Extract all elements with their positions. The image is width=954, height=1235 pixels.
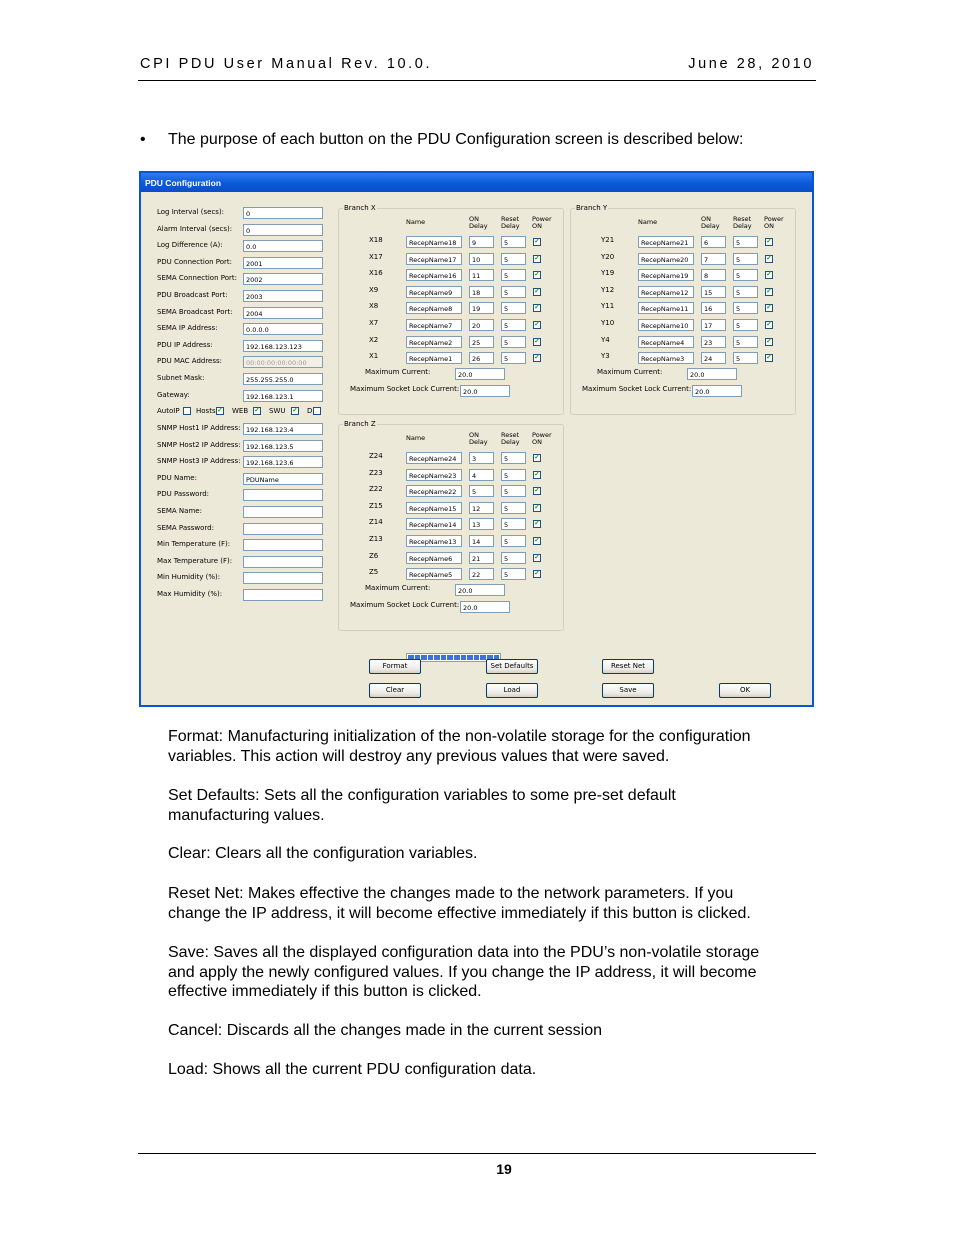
field-label: SEMA Password: xyxy=(157,523,214,532)
branch-group-y xyxy=(570,204,796,415)
field-label: SEMA Name: xyxy=(157,507,202,515)
bullet-icon: • xyxy=(140,131,146,148)
power-on-checkbox[interactable]: ✓ xyxy=(534,337,540,345)
save-button[interactable]: Save xyxy=(602,683,654,698)
on-delay-field[interactable]: 12 xyxy=(469,502,494,514)
on-delay-field[interactable]: 22 xyxy=(469,568,494,580)
on-delay-field[interactable]: 15 xyxy=(701,286,726,298)
header-rule xyxy=(138,80,816,81)
power-on-checkbox[interactable]: ✓ xyxy=(534,238,540,245)
max-lock-field[interactable]: 20.0 xyxy=(460,385,510,397)
column-header: Delay xyxy=(733,222,752,230)
reset-delay-field[interactable]: 5 xyxy=(501,302,526,314)
progress-segment xyxy=(434,655,440,660)
power-on-checkbox[interactable]: ✓ xyxy=(534,487,540,495)
set-defaults-button[interactable]: Set Defaults xyxy=(486,659,538,674)
text-field[interactable] xyxy=(243,556,323,568)
on-delay-field[interactable]: 9 xyxy=(469,236,494,248)
power-on-checkbox[interactable]: ✓ xyxy=(534,354,540,362)
reset-delay-field[interactable]: 5 xyxy=(733,269,758,281)
receptacle-id: Y11 xyxy=(601,302,615,311)
receptacle-name-field[interactable]: RecepName12 xyxy=(638,286,694,298)
receptacle-id: X17 xyxy=(369,252,383,261)
receptacle-name-field[interactable]: RecepName5 xyxy=(406,568,462,580)
field-label: Subnet Mask: xyxy=(157,374,205,382)
receptacle-id: Z14 xyxy=(369,518,383,527)
progress-segment xyxy=(467,655,473,660)
receptacle-id: Y20 xyxy=(601,252,615,261)
power-on-checkbox[interactable]: ✓ xyxy=(766,321,772,328)
reset-delay-field[interactable]: 5 xyxy=(501,352,526,364)
field-label: Min Humidity (%): xyxy=(157,573,221,582)
power-on-checkbox[interactable]: ✓ xyxy=(766,304,772,312)
bullet-text: The purpose of each button on the PDU Configuration screen is described below: xyxy=(168,131,744,148)
paragraph-reset-net xyxy=(168,884,818,923)
field-label: SEMA IP Address: xyxy=(157,324,218,333)
column-header: ON xyxy=(532,438,542,446)
reset-delay-field[interactable]: 5 xyxy=(733,319,758,331)
paragraph-line: and apply the newly configured values. If you change the IP address, it will become xyxy=(168,963,757,981)
column-header: Name xyxy=(638,218,658,226)
receptacle-id: X16 xyxy=(369,269,383,278)
receptacle-id: X8 xyxy=(369,302,379,311)
max-lock-field[interactable]: 20.0 xyxy=(460,601,510,613)
paragraph-line: effective immediately if this button is clicked. xyxy=(168,983,482,1001)
receptacle-name-field[interactable]: RecepName18 xyxy=(406,236,462,248)
field-label: SEMA Broadcast Port: xyxy=(157,307,233,316)
text-field[interactable]: 2002 xyxy=(243,273,323,285)
field-label: SNMP Host1 IP Address: xyxy=(157,424,241,432)
receptacle-name-field[interactable]: RecepName1 xyxy=(406,352,462,364)
paragraph-line: Clear: Clears all the configuration variables. xyxy=(168,845,478,862)
reset-delay-field[interactable]: 5 xyxy=(733,336,758,348)
text-field[interactable] xyxy=(243,489,323,501)
text-field[interactable] xyxy=(243,589,323,601)
receptacle-id: X7 xyxy=(369,319,379,327)
reset-delay-field[interactable]: 5 xyxy=(501,502,526,514)
column-header: ON xyxy=(532,222,542,230)
receptacle-id: Z6 xyxy=(369,551,379,560)
receptacle-id: Z15 xyxy=(369,501,383,510)
reset-delay-field[interactable]: 5 xyxy=(733,302,758,314)
text-field[interactable]: PDUName xyxy=(243,473,323,485)
field-label: Max Humidity (%): xyxy=(157,590,223,598)
group-title: Branch Z xyxy=(344,420,376,428)
receptacle-id: Z23 xyxy=(369,468,383,477)
column-header: ON xyxy=(469,215,479,223)
receptacle-name-field[interactable]: RecepName22 xyxy=(406,485,462,497)
on-delay-field[interactable]: 20 xyxy=(469,319,494,331)
text-field[interactable]: 0.0.0.0 xyxy=(243,323,323,335)
power-on-checkbox[interactable]: ✓ xyxy=(766,238,772,245)
field-label: Log Difference (A): xyxy=(157,241,223,250)
column-header: Name xyxy=(406,434,426,442)
receptacle-id: X9 xyxy=(369,285,379,294)
text-field[interactable]: 0 xyxy=(243,224,323,236)
power-on-checkbox[interactable]: ✓ xyxy=(534,470,540,478)
reset-delay-field[interactable]: 5 xyxy=(501,319,526,331)
power-on-checkbox[interactable]: ✓ xyxy=(534,287,540,295)
receptacle-id: Y21 xyxy=(601,236,615,244)
checkbox[interactable]: ✓ xyxy=(292,407,298,414)
receptacle-name-field[interactable]: RecepName11 xyxy=(638,302,694,314)
column-header: ON xyxy=(764,222,774,230)
on-delay-field[interactable]: 13 xyxy=(469,518,494,530)
paragraph-line: change the IP address, it will become effective immediately if this button is clicked. xyxy=(168,904,751,922)
text-field[interactable]: 192.168.123.1 xyxy=(243,390,323,402)
reset-delay-field[interactable]: 5 xyxy=(501,236,526,248)
column-header: Delay xyxy=(469,222,488,230)
max-lock-label: Maximum Socket Lock Current: xyxy=(582,384,692,393)
reset-delay-field[interactable]: 5 xyxy=(501,518,526,530)
on-delay-field[interactable]: 17 xyxy=(701,319,726,331)
receptacle-id: Z13 xyxy=(369,535,383,543)
progress-segment xyxy=(421,655,427,660)
receptacle-name-field[interactable]: RecepName9 xyxy=(406,286,462,298)
reset-delay-field[interactable]: 5 xyxy=(733,286,758,298)
checkbox-label: WEB xyxy=(232,407,249,415)
paragraph-load xyxy=(168,1060,818,1080)
on-delay-field[interactable]: 23 xyxy=(701,336,726,348)
reset-delay-field[interactable]: 5 xyxy=(501,269,526,281)
header-title: CPI PDU User Manual Rev. 10.0. xyxy=(140,56,433,72)
on-delay-field[interactable]: 16 xyxy=(701,302,726,314)
footer-rule xyxy=(138,1153,816,1154)
text-field[interactable] xyxy=(243,539,323,551)
column-header: Delay xyxy=(501,222,520,230)
power-on-checkbox[interactable]: ✓ xyxy=(534,537,540,544)
receptacle-name-field[interactable]: RecepName16 xyxy=(406,269,462,281)
column-header: Power xyxy=(764,215,784,223)
page-number: 19 xyxy=(496,1161,512,1177)
reset-delay-field[interactable]: 5 xyxy=(733,253,758,265)
load-button[interactable]: Load xyxy=(486,683,538,698)
reset-delay-field[interactable]: 5 xyxy=(501,286,526,298)
power-on-checkbox[interactable]: ✓ xyxy=(534,503,540,511)
window-titlebar[interactable] xyxy=(141,173,812,192)
paragraph-line: Cancel: Discards all the changes made in the current session xyxy=(168,1022,602,1039)
text-field: 00:00:00:00:00:00 xyxy=(243,356,323,368)
field-label: SNMP Host2 IP Address: xyxy=(157,440,241,449)
field-label: PDU Connection Port: xyxy=(157,257,233,266)
checkbox[interactable]: ✓ xyxy=(254,407,260,414)
max-current-label: Maximum Current: xyxy=(597,367,663,376)
progress-segment xyxy=(461,655,467,660)
power-on-checkbox[interactable]: ✓ xyxy=(766,254,772,262)
receptacle-name-field[interactable]: RecepName6 xyxy=(406,552,462,564)
paragraph-save xyxy=(168,943,818,1002)
receptacle-name-field[interactable]: RecepName20 xyxy=(638,253,694,265)
group-title: Branch Y xyxy=(576,204,608,212)
text-field[interactable] xyxy=(243,572,323,584)
checkbox-label: AutoIP xyxy=(157,407,180,415)
on-delay-field[interactable]: 4 xyxy=(469,469,494,481)
progress-segment xyxy=(428,655,434,660)
checkbox-label: D xyxy=(307,407,313,415)
max-current-field[interactable]: 20.0 xyxy=(687,368,737,380)
power-on-checkbox[interactable]: ✓ xyxy=(766,337,772,345)
receptacle-id: Y19 xyxy=(601,269,615,278)
reset-delay-field[interactable]: 5 xyxy=(733,352,758,364)
max-lock-label: Maximum Socket Lock Current: xyxy=(350,600,460,609)
on-delay-field[interactable]: 19 xyxy=(469,302,494,314)
power-on-checkbox[interactable]: ✓ xyxy=(766,287,772,295)
paragraph-line: Save: Saves all the displayed configuration data into the PDU’s non-volatile storage xyxy=(168,944,760,961)
reset-delay-field[interactable]: 5 xyxy=(501,253,526,265)
field-label: PDU Broadcast Port: xyxy=(157,291,228,299)
on-delay-field[interactable]: 18 xyxy=(469,286,494,298)
text-field[interactable]: 2004 xyxy=(243,307,323,319)
reset-delay-field[interactable]: 5 xyxy=(501,568,526,580)
checkbox[interactable]: ✓ xyxy=(217,407,223,414)
field-label: PDU IP Address: xyxy=(157,340,213,349)
power-on-checkbox[interactable]: ✓ xyxy=(766,271,772,279)
field-label: Max Temperature (F): xyxy=(157,556,233,565)
reset-delay-field[interactable]: 5 xyxy=(501,485,526,497)
power-on-checkbox[interactable]: ✓ xyxy=(534,553,540,561)
progress-segment xyxy=(474,655,480,660)
receptacle-name-field[interactable]: RecepName17 xyxy=(406,253,462,265)
branch-group-x xyxy=(338,204,564,415)
receptacle-id: X18 xyxy=(369,236,383,244)
paragraph-line: Set Defaults: Sets all the configuration variables to some pre-set default xyxy=(168,787,676,804)
paragraph-cancel xyxy=(168,1021,818,1041)
paragraph-line: variables. This action will destroy any previous values that were saved. xyxy=(168,747,670,765)
text-field[interactable]: 2003 xyxy=(243,290,323,302)
checkbox-label: Hosts xyxy=(196,407,216,415)
receptacle-name-field[interactable]: RecepName19 xyxy=(638,269,694,281)
on-delay-field[interactable]: 6 xyxy=(701,236,726,248)
progress-segment xyxy=(441,655,447,660)
checkbox-label: SWU xyxy=(269,407,286,415)
on-delay-field[interactable]: 11 xyxy=(469,269,494,281)
max-lock-field[interactable]: 20.0 xyxy=(692,385,742,397)
paragraph-clear xyxy=(168,844,818,864)
field-label: SNMP Host3 IP Address: xyxy=(157,457,241,466)
clear-button[interactable]: Clear xyxy=(369,683,421,698)
receptacle-name-field[interactable]: RecepName7 xyxy=(406,319,462,331)
power-on-checkbox[interactable]: ✓ xyxy=(534,271,540,279)
text-field[interactable]: 0 xyxy=(243,207,323,219)
max-current-field[interactable]: 20.0 xyxy=(455,368,505,380)
reset-delay-field[interactable]: 5 xyxy=(733,236,758,248)
power-on-checkbox[interactable]: ✓ xyxy=(534,304,540,312)
progress-segment xyxy=(447,655,453,660)
field-label: Gateway: xyxy=(157,390,190,399)
on-delay-field[interactable]: 8 xyxy=(701,269,726,281)
power-on-checkbox[interactable]: ✓ xyxy=(534,254,540,262)
column-header: ON xyxy=(701,215,711,223)
max-current-field[interactable]: 20.0 xyxy=(455,584,505,596)
text-field[interactable]: 255.255.255.0 xyxy=(243,373,323,385)
field-label: SEMA Connection Port: xyxy=(157,274,237,283)
branch-group-z xyxy=(338,420,564,631)
text-field[interactable]: 192.168.123.5 xyxy=(243,440,323,452)
receptacle-name-field[interactable]: RecepName8 xyxy=(406,302,462,314)
receptacle-id: X1 xyxy=(369,352,379,361)
receptacle-name-field[interactable]: RecepName3 xyxy=(638,352,694,364)
receptacle-name-field[interactable]: RecepName4 xyxy=(638,336,694,348)
on-delay-field[interactable]: 5 xyxy=(469,485,494,497)
column-header: Reset xyxy=(501,215,520,223)
paragraph-line: manufacturing values. xyxy=(168,806,325,824)
receptacle-name-field[interactable]: RecepName10 xyxy=(638,319,694,331)
column-header: Delay xyxy=(701,222,720,230)
pdu-configuration-window xyxy=(139,171,814,707)
on-delay-field[interactable]: 21 xyxy=(469,552,494,564)
power-on-checkbox[interactable]: ✓ xyxy=(534,321,540,328)
column-header: Delay xyxy=(469,438,488,446)
max-current-label: Maximum Current: xyxy=(365,367,431,376)
window-body xyxy=(141,192,812,705)
max-current-label: Maximum Current: xyxy=(365,583,431,592)
receptacle-id: Y4 xyxy=(601,335,610,344)
receptacle-id: Z24 xyxy=(369,452,383,460)
text-field[interactable] xyxy=(243,506,323,518)
field-label: PDU Name: xyxy=(157,473,197,482)
text-field[interactable]: 192.168.123.4 xyxy=(243,423,323,435)
column-header: Delay xyxy=(501,438,520,446)
paragraph-line: Format: Manufacturing initialization of the non-volatile storage for the configuration xyxy=(168,728,751,745)
text-field[interactable]: 192.168.123.123 xyxy=(243,340,323,352)
column-header: ON xyxy=(469,431,479,439)
power-on-checkbox[interactable]: ✓ xyxy=(766,354,772,362)
column-header: Name xyxy=(406,218,426,226)
power-on-checkbox[interactable]: ✓ xyxy=(534,570,540,578)
reset-delay-field[interactable]: 5 xyxy=(501,469,526,481)
receptacle-id: Z5 xyxy=(369,568,379,577)
paragraph-set-defaults xyxy=(168,786,818,825)
receptacle-name-field[interactable]: RecepName21 xyxy=(638,236,694,248)
reset-delay-field[interactable]: 5 xyxy=(501,535,526,547)
receptacle-name-field[interactable]: RecepName14 xyxy=(406,518,462,530)
paragraph-format xyxy=(168,727,818,766)
field-label: Alarm Interval (secs): xyxy=(157,224,233,233)
column-header: Reset xyxy=(733,215,752,223)
on-delay-field[interactable]: 24 xyxy=(701,352,726,364)
checkbox[interactable] xyxy=(183,407,191,415)
receptacle-name-field[interactable]: RecepName23 xyxy=(406,469,462,481)
field-label: Log Interval (secs): xyxy=(157,208,225,216)
field-label: PDU MAC Address: xyxy=(157,357,223,366)
format-button[interactable]: Format xyxy=(369,659,421,674)
text-field[interactable]: 192.168.123.6 xyxy=(243,456,323,468)
on-delay-field[interactable]: 10 xyxy=(469,253,494,265)
progress-segment xyxy=(454,655,460,660)
window-title: PDU Configuration xyxy=(145,178,222,188)
column-header: Reset xyxy=(501,431,520,439)
on-delay-field[interactable]: 3 xyxy=(469,452,494,464)
max-lock-label: Maximum Socket Lock Current: xyxy=(350,384,460,393)
reset-net-button[interactable]: Reset Net xyxy=(602,659,654,674)
reset-delay-field[interactable]: 5 xyxy=(501,552,526,564)
text-field[interactable] xyxy=(243,523,323,535)
receptacle-name-field[interactable]: RecepName24 xyxy=(406,452,462,464)
receptacle-name-field[interactable]: RecepName13 xyxy=(406,535,462,547)
progress-segment xyxy=(480,655,486,660)
receptacle-id: Y10 xyxy=(601,319,615,327)
receptacle-id: Y12 xyxy=(601,285,615,294)
reset-delay-field[interactable]: 5 xyxy=(501,452,526,464)
receptacle-name-field[interactable]: RecepName2 xyxy=(406,336,462,348)
paragraph-line: Reset Net: Makes effective the changes made to the network parameters. If you xyxy=(168,885,734,902)
receptacle-name-field[interactable]: RecepName15 xyxy=(406,502,462,514)
on-delay-field[interactable]: 25 xyxy=(469,336,494,348)
receptacle-id: Y3 xyxy=(601,352,610,361)
column-header: Power xyxy=(532,431,552,439)
text-field[interactable]: 2001 xyxy=(243,257,323,269)
reset-delay-field[interactable]: 5 xyxy=(501,336,526,348)
column-header: Power xyxy=(532,215,552,223)
field-label: PDU Password: xyxy=(157,490,210,499)
group-title: Branch X xyxy=(344,204,376,212)
field-label: Min Temperature (F): xyxy=(157,540,231,549)
power-on-checkbox[interactable]: ✓ xyxy=(534,454,540,461)
on-delay-field[interactable]: 7 xyxy=(701,253,726,265)
checkbox[interactable] xyxy=(313,407,321,415)
ok-button[interactable]: OK xyxy=(719,683,771,698)
paragraph-line: Load: Shows all the current PDU configuration data. xyxy=(168,1061,537,1078)
receptacle-id: X2 xyxy=(369,335,379,344)
receptacle-id: Z22 xyxy=(369,485,383,494)
text-field[interactable]: 0.0 xyxy=(243,240,323,252)
header-date: June 28, 2010 xyxy=(688,56,814,72)
power-on-checkbox[interactable]: ✓ xyxy=(534,520,540,528)
on-delay-field[interactable]: 14 xyxy=(469,535,494,547)
on-delay-field[interactable]: 26 xyxy=(469,352,494,364)
